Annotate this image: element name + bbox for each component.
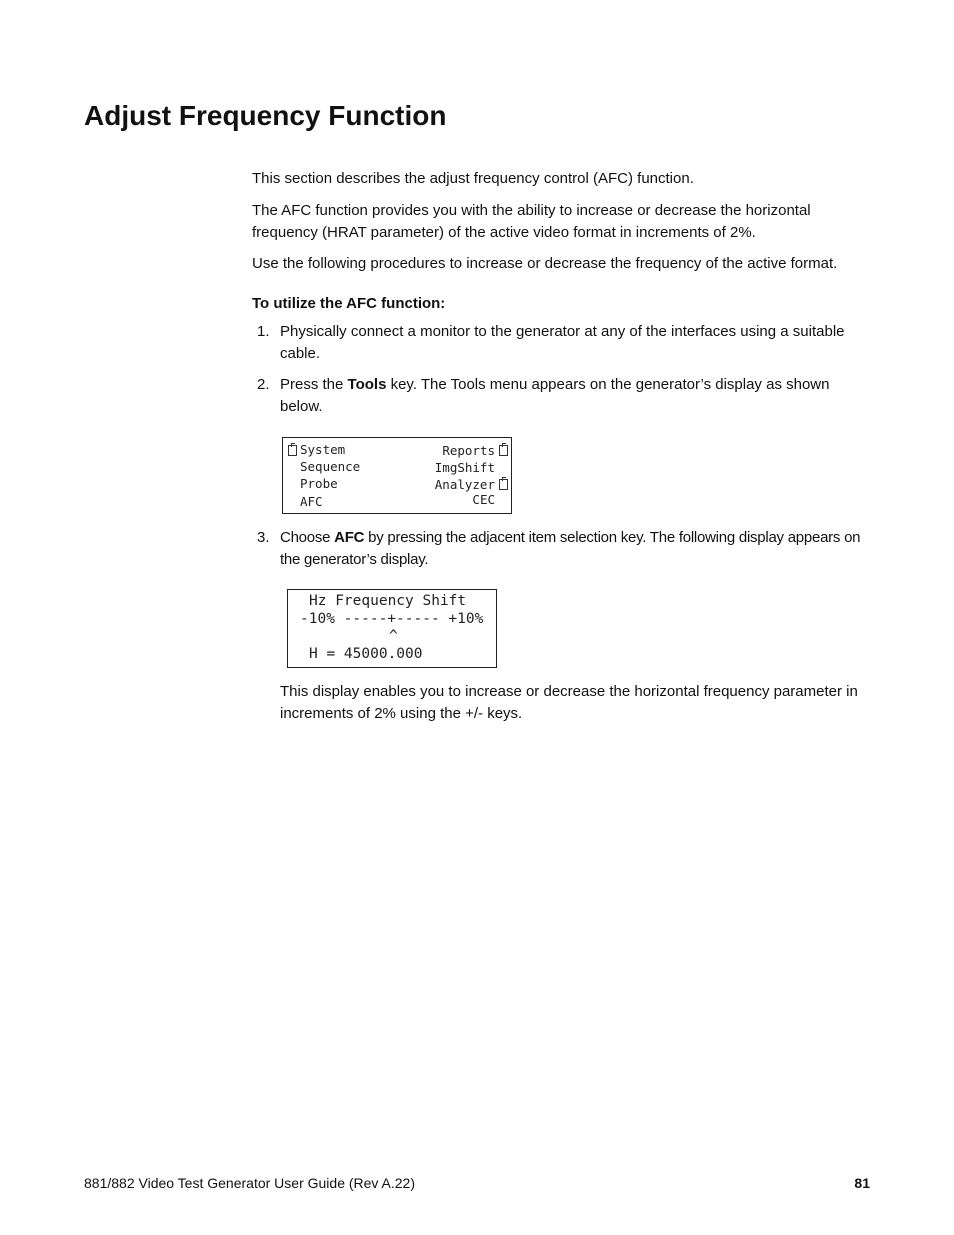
tools-menu-display: [282, 437, 512, 514]
afc-shift-scale: -10% -----+----- +10%: [300, 611, 484, 627]
page-title: Adjust Frequency Function: [84, 100, 447, 131]
menu-item-sequence: Sequence: [300, 459, 361, 474]
footer-page-number: 81: [854, 1175, 870, 1191]
intro-paragraph-3: Use the following procedures to increase or decrease the frequency of the active format.: [252, 255, 838, 272]
step-2-number: 2.: [257, 376, 270, 393]
footer-document-title: 881/882 Video Test Generator User Guide (Rev A.22): [84, 1175, 416, 1191]
reports-submenu-icon: [499, 445, 508, 456]
menu-item-analyzer: Analyzer: [434, 477, 495, 492]
step-1-text: Physically connect a monitor to the generator at any of the interfaces using a suitable cable.: [280, 323, 845, 362]
menu-item-reports: Reports: [442, 443, 495, 458]
menu-item-imgshift: ImgShift: [434, 460, 495, 475]
menu-item-probe: Probe: [300, 476, 338, 491]
afc-display-description: This display enables you to increase or decrease the horizontal frequency parameter in increments of 2% using the +/- keys.: [280, 683, 858, 722]
afc-display: [287, 589, 497, 668]
procedure-heading: To utilize the AFC function:: [252, 295, 446, 312]
system-submenu-icon: [288, 445, 297, 456]
tools-key-label: Tools: [347, 376, 387, 393]
step-1-number: 1.: [257, 323, 270, 340]
menu-item-afc: AFC: [300, 494, 323, 509]
menu-item-cec: CEC: [472, 492, 495, 507]
analyzer-submenu-icon: [499, 479, 508, 490]
step-3-number: 3.: [257, 529, 270, 546]
afc-horizontal-frequency: H = 45000.000: [309, 646, 423, 662]
menu-item-system: System: [300, 442, 346, 457]
step-3-text: Choose AFC by pressing the adjacent item selection key. The following display appears on the generator’s display.: [280, 529, 861, 568]
step-2-text: Press the Tools key. The Tools menu appears on the generator’s display as shown below.: [280, 376, 830, 415]
intro-paragraph-1: This section describes the adjust frequency control (AFC) function.: [252, 170, 694, 187]
afc-key-label: AFC: [334, 529, 365, 546]
intro-paragraph-2: The AFC function provides you with the ability to increase or decrease the horizontal frequency (HRAT parameter) of the active video format in increments of 2%.: [252, 202, 811, 241]
afc-shift-pointer: ^: [389, 628, 398, 644]
afc-display-title: Hz Frequency Shift: [309, 593, 467, 609]
